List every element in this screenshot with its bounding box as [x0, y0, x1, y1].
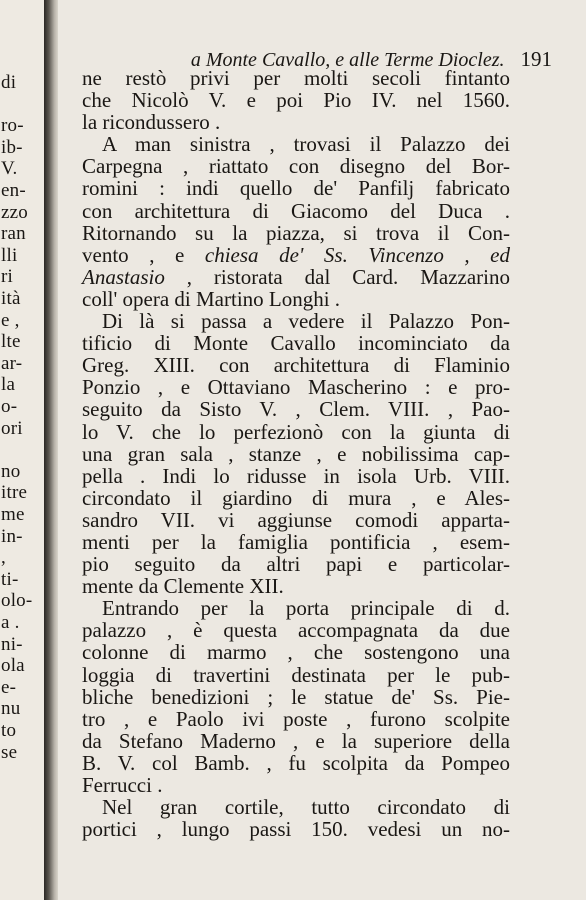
text-line: ne restò privi per molti secoli fintanto	[82, 66, 510, 90]
text-line: Entrando per la porta principale di d.	[102, 596, 510, 621]
text-line: coll' opera di Martino Longhi .	[82, 286, 341, 311]
left-page-fragment: lli	[1, 244, 18, 266]
previous-page-edge	[0, 0, 44, 900]
left-page-fragment: se	[1, 741, 18, 763]
left-page-fragment: zzo	[1, 201, 28, 223]
left-page-fragment: no	[1, 460, 21, 482]
left-page-fragment: a .	[1, 612, 20, 633]
left-page-fragment: di	[1, 72, 17, 93]
text-line: palazzo , è questa accompagnata da due	[82, 618, 510, 643]
text-line: sandro VII. vi aggiunse comodi apparta-	[82, 507, 510, 532]
text-line: bliche benedizioni ; le statue de' Ss. Pie-	[82, 684, 510, 709]
left-page-fragment: e ,	[1, 309, 20, 331]
text-line: mente da Clemente XII.	[82, 574, 284, 599]
left-page-fragment: nu	[1, 698, 21, 720]
left-page-fragment: ar-	[1, 352, 23, 374]
body-text	[82, 67, 510, 840]
left-page-fragment: to	[1, 720, 17, 741]
text-line: tro , e Paolo ivi poste , furono scolpite	[82, 706, 510, 731]
left-page-fragment: ori	[1, 417, 23, 439]
text-line: seguito da Sisto V. , Clem. VIII. , Pao-	[82, 397, 510, 422]
text-line	[82, 266, 510, 288]
text-run: vento , e	[82, 242, 205, 267]
left-page-fragment: ola	[1, 655, 25, 677]
left-page-fragment: ,	[1, 547, 6, 569]
text-line: circondato il giardino di mura , e Ales-	[82, 485, 510, 510]
text-line: Di là si passa a vedere il Palazzo Pon-	[102, 309, 510, 334]
left-page-fragment: ri	[1, 266, 14, 288]
text-line: A man sinistra , trovasi il Palazzo dei	[102, 132, 510, 157]
left-page-fragment: ro-	[1, 115, 24, 137]
text-line: Ponzio , e Ottaviano Mascherino : e pro-	[82, 375, 510, 400]
italic-text: chiesa de' Ss. Vincenzo , ed	[204, 242, 510, 267]
left-page-fragment: V.	[1, 158, 18, 180]
text-line: una gran sala , stanze , e nobilissima cap-	[82, 441, 510, 466]
text-line: che Nicolò V. e poi Pio IV. nel 1560.	[82, 88, 510, 113]
text-line: pella . Indi lo ridusse in isola Urb. VIII.	[82, 463, 510, 488]
text-line: Greg. XIII. con architettura di Flaminio	[82, 353, 510, 378]
running-title: a Monte Cavallo, e alle Terme Dioclez.	[190, 49, 505, 71]
text-line: da Stefano Maderno , e la superiore della	[82, 728, 510, 753]
left-page-fragment: itre	[1, 482, 28, 504]
text-line	[82, 244, 510, 266]
left-page-fragment: la	[1, 374, 16, 396]
left-page-fragment: en-	[1, 180, 26, 201]
text-line: Carpegna , riattato con disegno del Bor-	[82, 154, 510, 179]
text-line: menti per la famiglia pontificia , esem-	[82, 529, 510, 554]
text-run: , ristorata dal Card. Mazzarino	[164, 264, 510, 289]
left-page-fragment: ità	[1, 288, 21, 309]
text-line: la ricondussero .	[82, 110, 221, 135]
text-line: Nel gran cortile, tutto circondato di	[102, 795, 510, 820]
text-line: colonne di marmo , che sostengono una	[82, 640, 510, 665]
left-page-fragment: me	[1, 504, 25, 525]
text-line: lo V. che lo perfezionò con la giunta di	[82, 419, 510, 444]
text-line: portici , lungo passi 150. vedesi un no-	[82, 817, 510, 842]
text-line: tificio di Monte Cavallo incominciato da	[82, 331, 510, 356]
text-line: B. V. col Bamb. , fu scolpita da Pompeo	[82, 750, 510, 775]
book-page	[58, 0, 586, 900]
text-line: Ritornando su la piazza, si trova il Con-	[82, 220, 510, 245]
page-number: 191	[520, 47, 552, 71]
left-page-fragment: o-	[1, 396, 18, 417]
left-page-fragment: lte	[1, 331, 21, 353]
left-page-fragment: olo-	[1, 590, 33, 612]
left-page-fragment: ib-	[1, 136, 23, 158]
left-page-fragment: in-	[1, 525, 23, 547]
book-gutter	[44, 0, 58, 900]
left-page-fragment: ni-	[1, 633, 23, 655]
text-line: con architettura di Giacomo del Duca .	[82, 198, 510, 223]
left-page-fragment: ti-	[1, 568, 19, 590]
left-page-fragment: e-	[1, 676, 17, 698]
left-page-fragment: ran	[1, 223, 26, 245]
italic-text: Anastasio	[82, 264, 165, 289]
text-line: pio seguito da altri papi e particolar-	[82, 552, 510, 577]
text-line: Ferrucci .	[82, 773, 163, 797]
text-line: romini : indi quello de' Panfilj fabricato	[82, 176, 510, 201]
text-line: loggia di travertini destinata per le pub-	[82, 662, 510, 687]
